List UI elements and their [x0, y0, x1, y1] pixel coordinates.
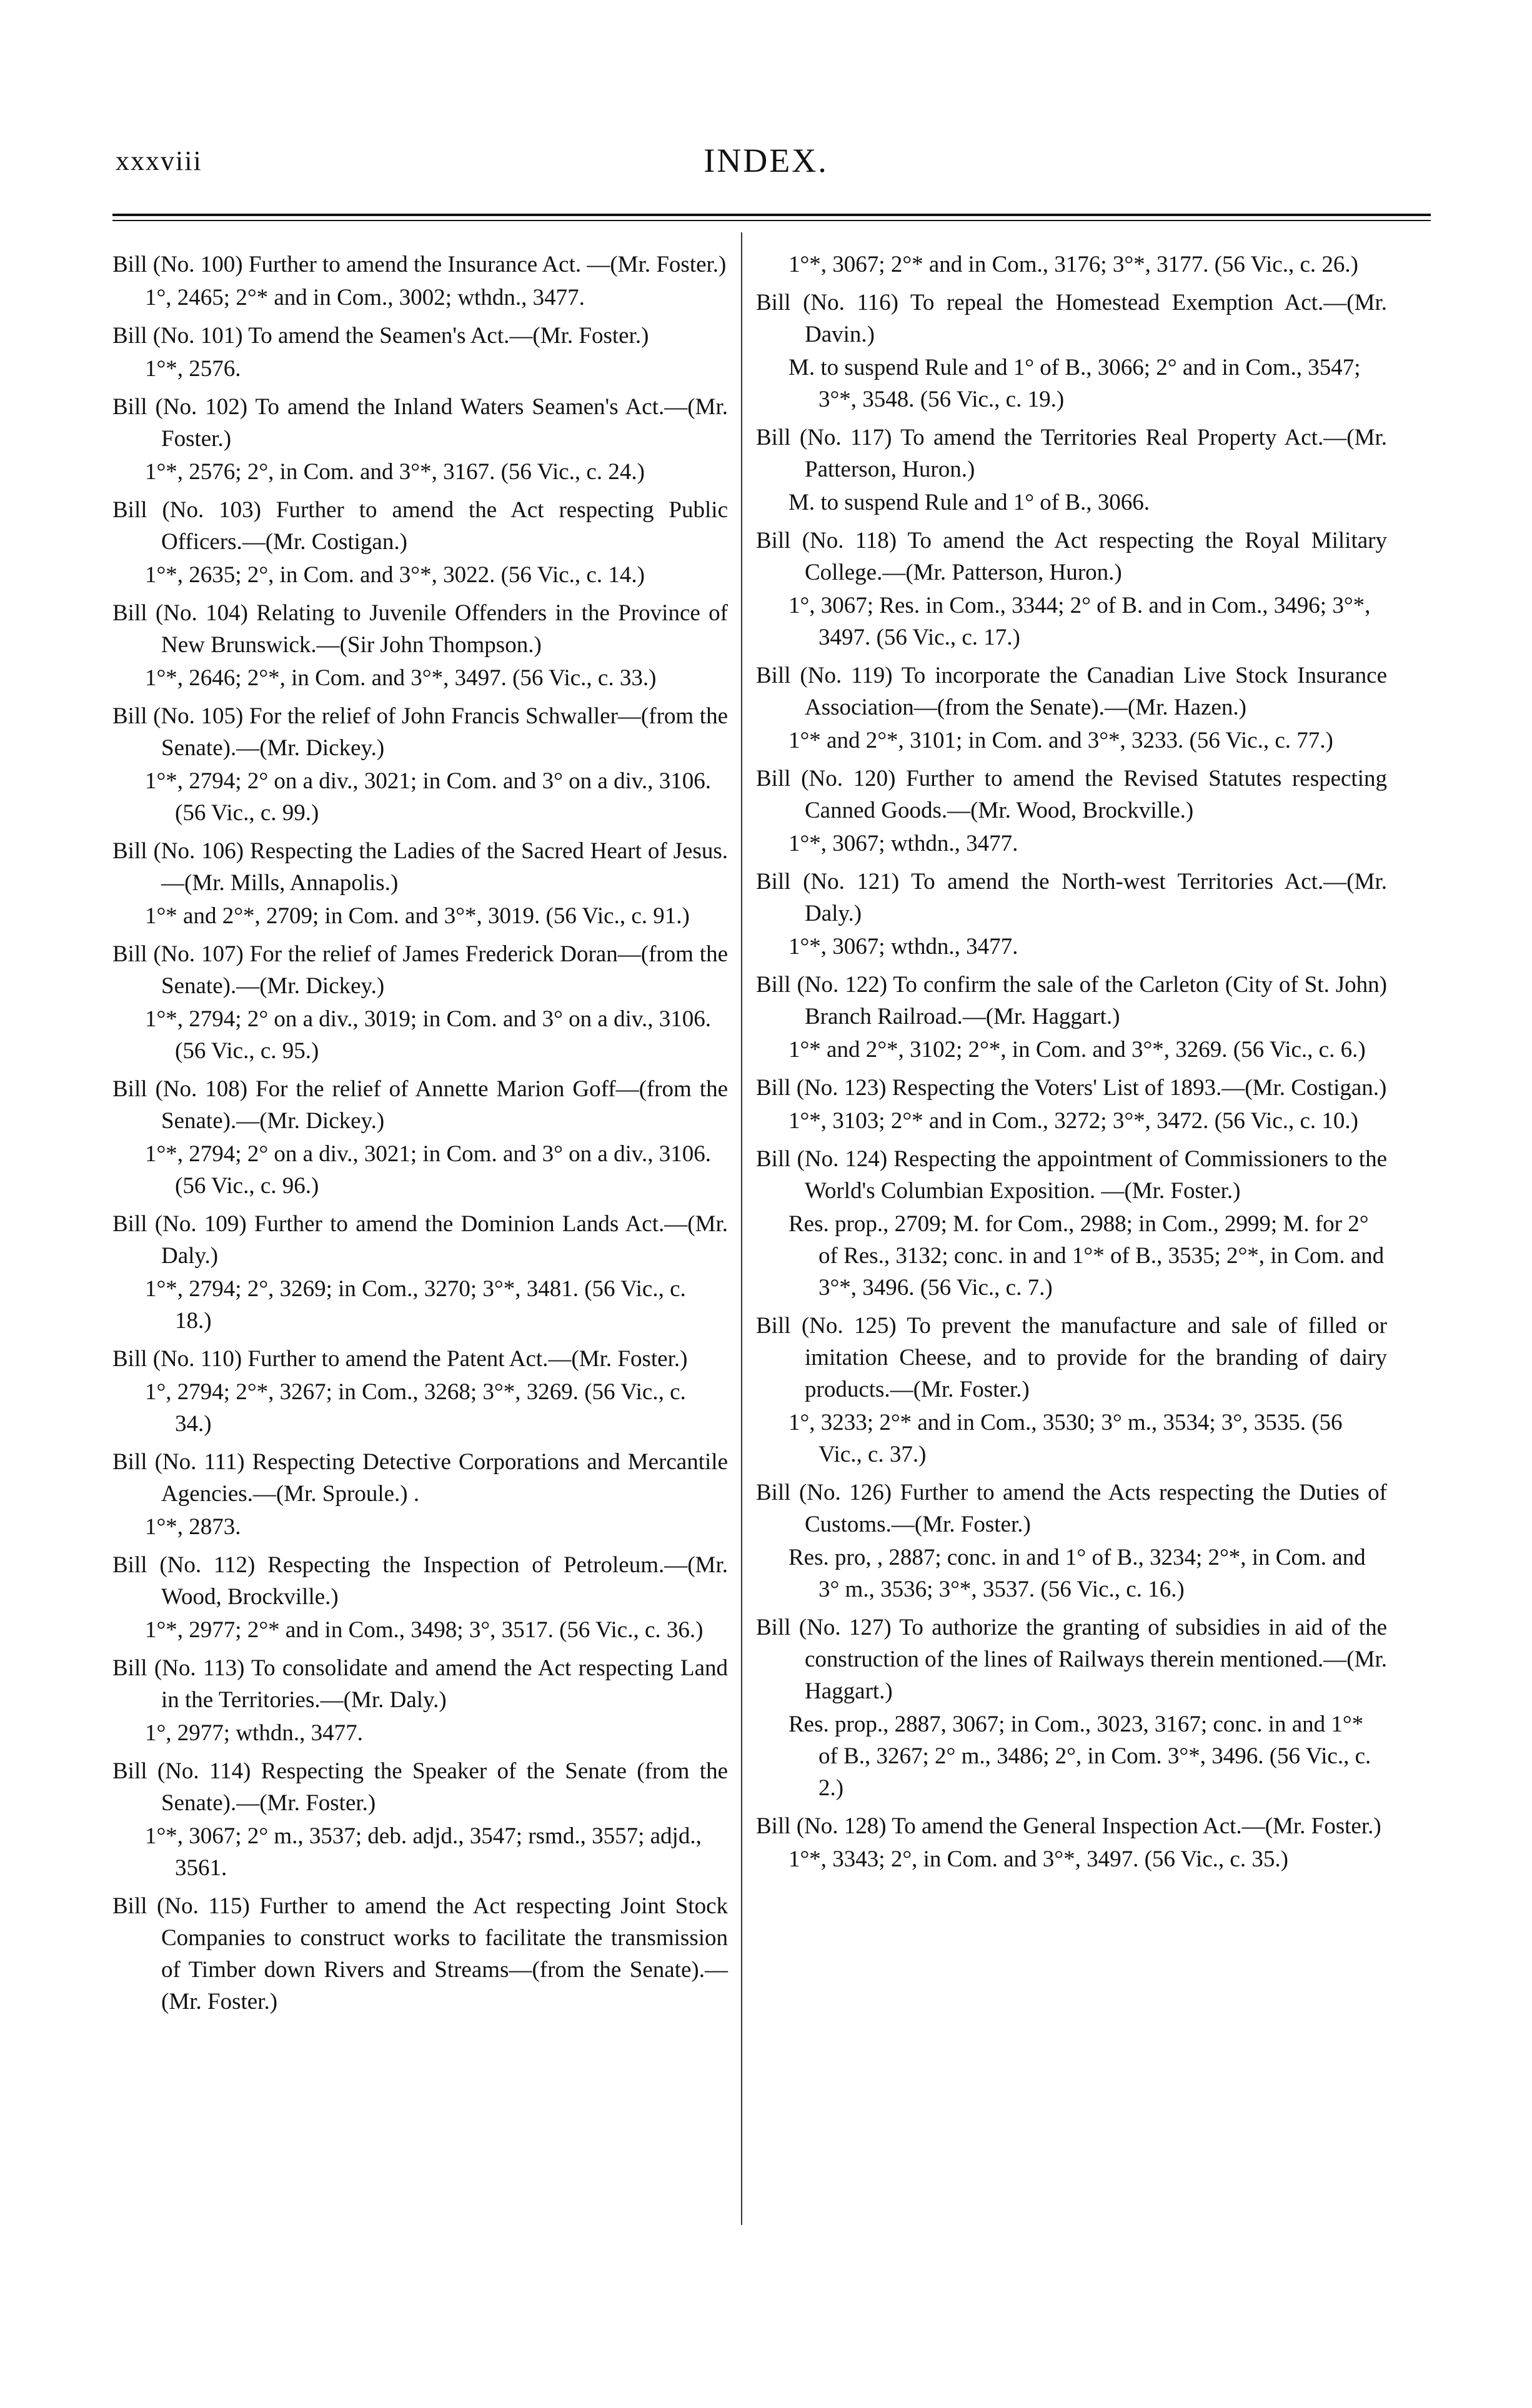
- column-divider: [741, 232, 742, 2225]
- entry-heading: Bill (No. 114) Respecting the Speaker of the Senate (from the Senate).—(Mr. Foster.): [112, 1758, 728, 1816]
- entry-detail: 1°, 2465; 2°* and in Com., 3002; wthdn., 3477.: [145, 285, 585, 310]
- entry-detail: 1°*, 2794; 2° on a div., 3021; in Com. and 3° on a div., 3106. (56 Vic., c. 99.): [145, 768, 711, 826]
- index-entry: [756, 422, 1387, 518]
- index-entry: [756, 1612, 1387, 1804]
- page-number: xxxviii: [116, 146, 202, 176]
- entry-heading: Bill (No. 121) To amend the North-west Territories Act.—(Mr. Daly.): [756, 869, 1387, 926]
- entry-heading: Bill (No. 101) To amend the Seamen's Act.—(Mr. Foster.): [112, 323, 649, 349]
- entry-heading: Bill (No. 123) Respecting the Voters' List of 1893.—(Mr. Costigan.): [756, 1075, 1387, 1101]
- index-entry: [112, 249, 728, 314]
- entry-heading: Bill (No. 120) Further to amend the Revised Statutes respecting Canned Goods.—(Mr. Wood, Brockville.): [756, 766, 1387, 823]
- index-entry: [112, 1343, 728, 1440]
- entry-detail: 1°*, 2873.: [145, 1514, 241, 1540]
- index-entry: [112, 1755, 728, 1884]
- header-rule: [112, 214, 1431, 216]
- entry-heading: Bill (No. 125) To prevent the manufacture and sale of filled or imitation Cheese, and to provide for the branding of dairy products.—(Mr. Foster.): [756, 1313, 1387, 1402]
- entry-detail: 1°*, 3067; 2° m., 3537; deb. adjd., 3547; rsmd., 3557; adjd., 3561.: [145, 1823, 702, 1881]
- entry-heading: Bill (No. 106) Respecting the Ladies of the Sacred Heart of Jesus.—(Mr. Mills, Annapolis.): [112, 838, 728, 896]
- entry-detail: 1°, 2794; 2°*, 3267; in Com., 3268; 3°*, 3269. (56 Vic., c. 34.): [145, 1379, 686, 1437]
- index-entry: [756, 1810, 1387, 1875]
- entry-detail: 1°*, 2646; 2°*, in Com. and 3°*, 3497. (56 Vic., c. 33.): [145, 665, 657, 691]
- index-entry: [112, 1652, 728, 1749]
- entry-detail: 1°*, 2977; 2°* and in Com., 3498; 3°, 3517. (56 Vic., c. 36.): [145, 1617, 704, 1643]
- entry-heading: Bill (No. 122) To confirm the sale of the Carleton (City of St. John) Branch Railroad.—(Mr. Haggart.): [756, 972, 1387, 1029]
- index-entry: [112, 391, 728, 488]
- entry-detail: 1°*, 3103; 2°* and in Com., 3272; 3°*, 3472. (56 Vic., c. 10.): [788, 1108, 1358, 1134]
- entry-detail: 1°, 3067; Res. in Com., 3344; 2° of B. and in Com., 3496; 3°*, 3497. (56 Vic., c. 17.): [788, 593, 1371, 650]
- index-entry: [756, 1143, 1387, 1304]
- entry-heading: Bill (No. 127) To authorize the granting of subsidies in aid of the construction of the lines of Railways therein mentioned.—(Mr. Haggart.): [756, 1615, 1387, 1704]
- entry-heading: Bill (No. 118) To amend the Act respecting the Royal Military College.—(Mr. Patterson, Huron.): [756, 528, 1387, 585]
- index-entry: [112, 597, 728, 694]
- index-entry: [756, 866, 1387, 963]
- entry-detail: 1°* and 2°*, 3101; in Com. and 3°*, 3233. (56 Vic., c. 77.): [788, 728, 1333, 753]
- entry-heading: Bill (No. 103) Further to amend the Act respecting Public Officers.—(Mr. Costigan.): [112, 497, 728, 555]
- left-column: [112, 249, 728, 2024]
- entry-heading: Bill (No. 116) To repeal the Homestead Exemption Act.—(Mr. Davin.): [756, 290, 1387, 347]
- page-title: INDEX.: [704, 142, 828, 179]
- index-entry: [756, 525, 1387, 653]
- index-entry: [756, 1072, 1387, 1137]
- entry-detail: Res. prop., 2887, 3067; in Com., 3023, 3167; conc. in and 1°* of B., 3267; 2° m., 3486; 2°, in Com. 3°*, 3496. (56 Vic., c. 2.): [788, 1712, 1371, 1801]
- index-entry: [756, 287, 1387, 415]
- entry-heading: Bill (No. 117) To amend the Territories Real Property Act.—(Mr. Patterson, Huron.): [756, 425, 1387, 482]
- index-entry: [112, 320, 728, 385]
- entry-detail: 1°*, 3067; wthdn., 3477.: [788, 831, 1018, 856]
- entry-detail: 1°*, 3343; 2°, in Com. and 3°*, 3497. (56 Vic., c. 35.): [788, 1846, 1288, 1872]
- entry-heading: Bill (No. 128) To amend the General Inspection Act.—(Mr. Foster.): [756, 1813, 1381, 1839]
- index-entry: [112, 1073, 728, 1202]
- header-rule-thin: [112, 220, 1431, 221]
- continued-entry-detail: 1°*, 3067; 2°* and in Com., 3176; 3°*, 3177. (56 Vic., c. 26.): [788, 252, 1358, 277]
- index-entry: [756, 1310, 1387, 1470]
- index-entry: [112, 835, 728, 932]
- entry-detail: 1°, 3233; 2°* and in Com., 3530; 3° m., 3534; 3°, 3535. (56 Vic., c. 37.): [788, 1410, 1343, 1467]
- entry-heading: Bill (No. 124) Respecting the appointment of Commissioners to the World's Columbian Exposition. —(Mr. Foster.): [756, 1146, 1387, 1204]
- entry-detail: 1°*, 2794; 2°, 3269; in Com., 3270; 3°*, 3481. (56 Vic., c. 18.): [145, 1276, 686, 1334]
- entry-heading: Bill (No. 109) Further to amend the Dominion Lands Act.—(Mr. Daly.): [112, 1211, 728, 1269]
- index-entry: [112, 1549, 728, 1646]
- index-entry: [112, 1446, 728, 1543]
- entry-detail: 1°, 2977; wthdn., 3477.: [145, 1720, 363, 1746]
- entry-detail: 1°*, 3067; wthdn., 3477.: [788, 934, 1018, 959]
- index-entry: [112, 1208, 728, 1337]
- index-entry: [756, 1477, 1387, 1605]
- entry-heading: Bill (No. 111) Respecting Detective Corporations and Mercantile Agencies.—(Mr. Sproule.) .: [112, 1449, 728, 1507]
- entry-heading: Bill (No. 108) For the relief of Annette Marion Goff—(from the Senate).—(Mr. Dickey.): [112, 1076, 728, 1134]
- index-entry: [756, 660, 1387, 756]
- entry-heading: Bill (No. 100) Further to amend the Insurance Act. —(Mr. Foster.): [112, 252, 727, 277]
- entry-heading: Bill (No. 107) For the relief of James Frederick Doran—(from the Senate).—(Mr. Dickey.): [112, 941, 728, 999]
- entry-detail: Res. pro, , 2887; conc. in and 1° of B., 3234; 2°*, in Com. and 3° m., 3536; 3°*, 3537. (56 Vic., c. 16.): [788, 1545, 1366, 1602]
- index-entry: [112, 938, 728, 1067]
- index-entry: [112, 494, 728, 591]
- entry-detail: 1°*, 2794; 2° on a div., 3021; in Com. and 3° on a div., 3106. (56 Vic., c. 96.): [145, 1141, 711, 1199]
- entry-detail: M. to suspend Rule and 1° of B., 3066; 2° and in Com., 3547; 3°*, 3548. (56 Vic., c. 19.): [788, 355, 1361, 412]
- right-column: [756, 249, 1387, 1881]
- entry-detail: 1°*, 2576; 2°, in Com. and 3°*, 3167. (56 Vic., c. 24.): [145, 459, 645, 485]
- index-entry: [112, 700, 728, 829]
- index-entry: [112, 1890, 728, 2018]
- entry-detail: 1°* and 2°*, 2709; in Com. and 3°*, 3019. (56 Vic., c. 91.): [145, 903, 690, 929]
- entry-heading: Bill (No. 104) Relating to Juvenile Offenders in the Province of New Brunswick.—(Sir John Thompson.): [112, 600, 728, 658]
- entry-detail: 1°*, 2794; 2° on a div., 3019; in Com. and 3° on a div., 3106. (56 Vic., c. 95.): [145, 1006, 711, 1064]
- entry-heading: Bill (No. 115) Further to amend the Act respecting Joint Stock Companies to construct works to facilitate the transmission of Timber down Rivers and Streams—(from the Senate).—(Mr. Foster.): [112, 1893, 728, 2014]
- entry-heading: Bill (No. 119) To incorporate the Canadian Live Stock Insurance Association—(from the Senate).—(Mr. Hazen.): [756, 663, 1387, 720]
- entry-heading: Bill (No. 112) Respecting the Inspection of Petroleum.—(Mr. Wood, Brockville.): [112, 1552, 728, 1610]
- entry-heading: Bill (No. 113) To consolidate and amend the Act respecting Land in the Territories.—(Mr. Daly.): [112, 1655, 728, 1713]
- entry-heading: Bill (No. 105) For the relief of John Francis Schwaller—(from the Senate).—(Mr. Dickey.): [112, 703, 728, 761]
- entry-heading: Bill (No. 102) To amend the Inland Waters Seamen's Act.—(Mr. Foster.): [112, 394, 728, 452]
- entry-heading: Bill (No. 110) Further to amend the Patent Act.—(Mr. Foster.): [112, 1346, 688, 1372]
- entry-detail: Res. prop., 2709; M. for Com., 2988; in Com., 2999; M. for 2° of Res., 3132; conc. in and 1°* of B., 3535; 2°*, in Com. and 3°*, 3496. (56 Vic., c. 7.): [788, 1211, 1385, 1301]
- index-entry: [756, 969, 1387, 1066]
- entry-detail: 1°*, 2576.: [145, 356, 241, 382]
- entry-detail: M. to suspend Rule and 1° of B., 3066.: [788, 490, 1150, 515]
- index-entry: [756, 763, 1387, 860]
- entry-detail: 1°* and 2°*, 3102; 2°*, in Com. and 3°*, 3269. (56 Vic., c. 6.): [788, 1037, 1366, 1063]
- entry-heading: Bill (No. 126) Further to amend the Acts respecting the Duties of Customs.—(Mr. Foster.): [756, 1480, 1387, 1537]
- entry-detail: 1°*, 2635; 2°, in Com. and 3°*, 3022. (56 Vic., c. 14.): [145, 562, 645, 588]
